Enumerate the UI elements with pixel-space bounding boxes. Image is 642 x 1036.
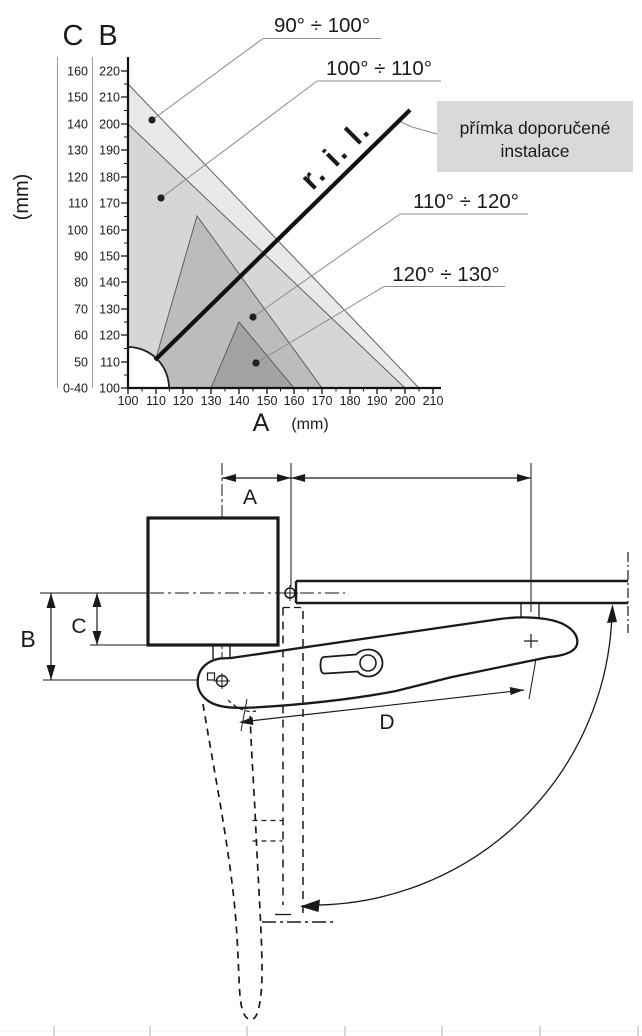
dim-c-label: C: [71, 615, 87, 638]
motor-box: [148, 518, 278, 645]
installation-chart: [0, 0, 642, 455]
svg-text:190: 190: [99, 143, 120, 158]
svg-text:150: 150: [67, 90, 88, 105]
svg-text:0-40: 0-40: [62, 381, 88, 396]
svg-text:130: 130: [200, 394, 222, 408]
dimension-long: [291, 474, 531, 482]
angle-label-90-100: 90° ÷ 100°: [273, 14, 371, 37]
svg-text:160: 160: [67, 64, 88, 79]
b-axis-tick-labels: [99, 65, 120, 396]
arrowhead: [607, 604, 617, 623]
callout-line2: instalace: [500, 141, 570, 161]
svg-text:110: 110: [146, 394, 166, 408]
x-axis-unit-label: (mm): [291, 416, 329, 433]
ril-line-label: r. i. l.: [294, 113, 378, 197]
angle-label-120-130: 120° ÷ 130°: [392, 263, 500, 286]
dim-b-label: B: [20, 626, 36, 652]
pivot-notch: [208, 673, 215, 680]
arrowhead: [222, 474, 236, 482]
arrowhead: [239, 717, 253, 725]
arrowhead: [277, 474, 291, 482]
svg-text:210: 210: [99, 90, 120, 105]
angle-label-110-120: 110° ÷ 120°: [413, 190, 519, 213]
c-column-header: C: [62, 20, 84, 52]
svg-text:170: 170: [99, 196, 120, 211]
svg-text:120: 120: [67, 170, 88, 185]
svg-text:130: 130: [99, 302, 120, 317]
svg-text:140: 140: [228, 394, 250, 408]
svg-text:90: 90: [74, 249, 88, 264]
svg-text:100: 100: [67, 223, 88, 238]
arrowhead: [510, 687, 524, 695]
dimension-b: [20, 593, 55, 680]
svg-text:60: 60: [74, 328, 88, 343]
svg-text:160: 160: [283, 394, 305, 408]
svg-text:110: 110: [68, 196, 88, 211]
svg-text:190: 190: [366, 394, 388, 408]
svg-text:50: 50: [74, 355, 88, 370]
svg-text:130: 130: [67, 143, 88, 158]
dim-d-label: D: [379, 711, 395, 734]
svg-text:140: 140: [67, 117, 88, 132]
svg-text:80: 80: [74, 275, 88, 290]
arrowhead: [47, 665, 56, 680]
x-axis-letter: A: [252, 409, 270, 437]
svg-text:160: 160: [99, 223, 120, 238]
dimension-c: [71, 593, 101, 645]
angle-label-100-110: 100° ÷ 110°: [326, 57, 432, 80]
svg-text:110: 110: [100, 355, 120, 370]
svg-text:220: 220: [99, 64, 120, 79]
svg-text:180: 180: [99, 170, 120, 185]
x-axis-tick-labels: [118, 394, 444, 408]
arrowhead: [93, 631, 102, 645]
svg-text:210: 210: [422, 394, 444, 408]
arrowhead: [517, 474, 531, 482]
arm-slot-hole: [360, 655, 376, 671]
svg-text:70: 70: [74, 302, 88, 317]
svg-text:120: 120: [172, 394, 194, 408]
svg-text:120: 120: [99, 328, 120, 343]
arrowhead: [47, 593, 56, 608]
gate-arm-technical-drawing: [0, 455, 642, 1036]
svg-text:200: 200: [99, 117, 120, 132]
svg-text:150: 150: [256, 394, 278, 408]
c-axis-tick-labels: [63, 65, 88, 396]
dashed-rungs: [253, 821, 283, 842]
b-column-header: B: [98, 20, 118, 52]
svg-text:100: 100: [117, 394, 139, 408]
svg-text:170: 170: [311, 394, 333, 408]
svg-text:180: 180: [339, 394, 361, 408]
dimension-a: [222, 474, 291, 509]
svg-text:100: 100: [99, 381, 120, 396]
arrowhead: [93, 593, 102, 607]
svg-text:150: 150: [99, 249, 120, 264]
svg-text:200: 200: [394, 394, 416, 408]
dim-a-label: A: [242, 486, 258, 509]
callout-line1: přímka doporučené: [459, 118, 611, 138]
bottom-ruler-ticks: [0, 1026, 642, 1036]
y-axis-unit-label: (mm): [11, 173, 33, 221]
arrowhead: [291, 474, 305, 482]
svg-text:140: 140: [99, 275, 120, 290]
gate-leaf-bar: [296, 552, 628, 633]
